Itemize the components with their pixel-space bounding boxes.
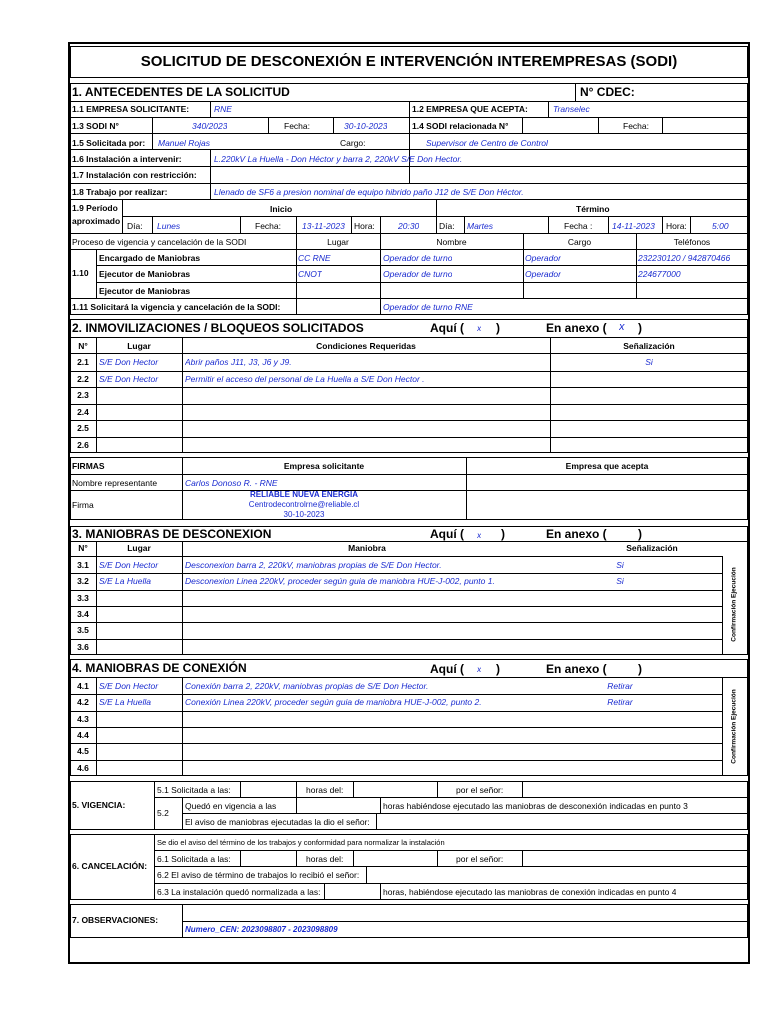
hora-ini-value: 20:30: [398, 221, 420, 231]
trabajo-label: 1.8 Trabajo por realizar:: [72, 187, 168, 197]
fecha-fin-label: Fecha :: [564, 221, 593, 231]
s7-heading: 7. OBSERVACIONES:: [72, 915, 159, 925]
s4-row-number: 4.1: [77, 681, 89, 691]
ejecutor1-tel: 224677000: [638, 269, 681, 279]
s2-aqui-mark: x: [477, 323, 482, 333]
s6-r0: Se dio el aviso del término de los trabajos y conformidad para normalizar la instalación: [157, 838, 445, 847]
stamp-line-2: Centrodecontrolrne@reliable.cl: [248, 500, 360, 509]
s7-observaciones: Numero_CEN: 2023098807 - 2023098809: [185, 925, 338, 934]
s3-row-lugar: S/E La Huella: [99, 576, 151, 587]
fecha-value: 30-10-2023: [344, 121, 388, 131]
proceso-label: Proceso de vigencia y cancelación de la SODI: [72, 237, 247, 247]
firmas-emp-acep: Empresa que acepta: [565, 461, 649, 471]
s3-row-number: 3.6: [77, 641, 89, 652]
page-title: SOLICITUD DE DESCONEXIÓN E INTERVENCIÓN INTEREMPRESAS (SODI): [140, 53, 678, 70]
ejecutor1-lugar: CNOT: [298, 269, 323, 279]
s3-anexo-label: En anexo (: [546, 527, 607, 541]
s3-heading: 3. MANIOBRAS DE DESCONEXION: [72, 527, 272, 541]
s3-row-man: Desconexion Linea 220kV, proceder según guia de maniobra HUE-J-002, punto 1.: [185, 576, 495, 587]
s3-col-senal: Señalización: [626, 543, 678, 553]
s4-row-number: 4.3: [77, 713, 89, 724]
encargado-tel: 232230120 / 942870466: [638, 253, 731, 263]
s2-col-senal: Señalización: [623, 341, 675, 351]
s4-row-number: 4.4: [77, 729, 89, 740]
title-box: [70, 46, 748, 78]
s4-anexo-label: En anexo (: [546, 662, 607, 676]
s2-row-number: 2.5: [77, 423, 89, 433]
s2-col-lugar: Lugar: [127, 341, 151, 351]
s5-n52: 5.2: [157, 808, 169, 818]
s4-heading: 4. MANIOBRAS DE CONEXIÓN: [72, 661, 247, 675]
s6-r1: 6.1 Solicitada a las:: [157, 854, 231, 864]
s3-aqui-label: Aquí (: [430, 527, 464, 541]
n110-label: 1.10: [72, 268, 89, 278]
s4-row-lugar: S/E La Huella: [99, 697, 151, 708]
ejecutor1-cargo: Operador: [525, 269, 561, 279]
s3-aqui-close: ): [501, 527, 505, 541]
s2-row-lugar: S/E Don Hector: [99, 357, 159, 367]
s3-row-number: 3.2: [77, 576, 89, 587]
s4-row-lugar: S/E Don Hector: [99, 681, 159, 691]
s3-row-number: 3.1: [77, 560, 89, 570]
s3-col-lugar: Lugar: [127, 543, 151, 553]
s5-heading: 5. VIGENCIA:: [72, 800, 126, 810]
s4-row-number: 4.5: [77, 746, 89, 757]
dia-fin-label: Día:: [439, 221, 455, 231]
telefonos-header: Teléfonos: [673, 237, 711, 247]
s3-anexo-close: ): [638, 527, 642, 541]
firmas-firma-label: Firma: [72, 500, 94, 510]
periodo-label-2: aproximado: [72, 216, 121, 226]
s2-row-cond: Permitir el acceso del personal de La Huella a S/E Don Hector .: [185, 373, 425, 384]
s4-aqui-mark: x: [477, 664, 482, 674]
nombre-header: Nombre: [436, 237, 467, 247]
s2-row-number: 2.3: [77, 390, 89, 400]
vigencia-value: Operador de turno RNE: [383, 302, 473, 312]
dia-ini-value: Lunes: [157, 221, 181, 231]
s4-row-senal: Retirar: [607, 697, 633, 708]
sodi-label: 1.3 SODI N°: [72, 121, 119, 131]
s4-row-senal: Retirar: [607, 681, 633, 691]
solicitada-value: Manuel Rojas: [158, 138, 210, 148]
instalacion-label: 1.6 Instalación a intervenir:: [72, 154, 182, 164]
encargado-nombre: Operador de turno: [383, 253, 453, 263]
encargado-label: Encargado de Maniobras: [99, 253, 201, 263]
stamp-line-1: RELIABLE NUEVA ENERGIA: [249, 490, 358, 499]
s6-por-senor: por el señor:: [456, 854, 504, 864]
s5-r3: El aviso de maniobras ejecutadas la dio el señor:: [185, 817, 370, 827]
s3-row-number: 3.3: [77, 592, 89, 603]
s6-r3: 6.3 La instalación quedó normalizada a las:: [157, 887, 321, 897]
restriccion-label: 1.7 Instalación con restricción:: [72, 170, 197, 180]
ejecutor1-nombre: Operador de turno: [383, 269, 453, 279]
s3-aqui-mark: x: [477, 530, 482, 540]
s4-aqui-close: ): [496, 662, 500, 676]
stamp-line-3: 30-10-2023: [283, 510, 325, 519]
fecha-ini-label: Fecha:: [255, 221, 281, 231]
s2-anexo-label: En anexo (: [546, 321, 607, 335]
s2-anexo-close: ): [638, 321, 642, 335]
s1-heading: 1. ANTECEDENTES DE LA SOLICITUD: [72, 85, 290, 99]
s2-row-number: 2.4: [77, 406, 89, 417]
s4-row-number: 4.6: [77, 762, 89, 773]
periodo-label-1: 1.9 Período: [72, 203, 118, 213]
firmas-nombre-value: Carlos Donoso R. - RNE: [185, 478, 278, 488]
s6-horas-del: horas del:: [306, 854, 344, 864]
s6-r2: 6.2 El aviso de término de trabajos lo recibió el señor:: [157, 870, 360, 880]
ejecutor2-label: Ejecutor de Maniobras: [99, 286, 191, 296]
instalacion-value: L.220kV La Huella - Don Héctor y barra 2, 220kV S/E Don Hector.: [214, 154, 463, 164]
s2-col-n: N°: [78, 341, 88, 351]
ejecutor1-label: Ejecutor de Maniobras: [99, 269, 191, 279]
s6-heading: 6. CANCELACIÓN:: [72, 861, 148, 871]
hora-fin-value: 5:00: [712, 221, 729, 231]
s2-heading: 2. INMOVILIZACIONES / BLOQUEOS SOLICITADOS: [72, 321, 364, 335]
encargado-lugar: CC RNE: [298, 253, 331, 263]
s4-confirm-label: Confirmación Ejecución: [730, 689, 738, 764]
hora-ini-label: Hora:: [354, 221, 375, 231]
s3-col-man: Maniobra: [348, 543, 386, 553]
termino-label: Término: [576, 204, 610, 214]
empresa-acep-value: Transelec: [553, 104, 590, 114]
empresa-sol-label: 1.1 EMPRESA SOLICITANTE:: [72, 104, 190, 114]
s4-row-number: 4.2: [77, 697, 89, 708]
empresa-sol-value: RNE: [214, 104, 232, 114]
fecha2-label: Fecha:: [623, 121, 649, 131]
s6-r3b: horas, habiéndose ejecutado las maniobras de conexión indicadas en punto 4: [383, 887, 677, 897]
s2-aqui-label: Aquí (: [430, 321, 464, 335]
s3-row-man: Desconexion barra 2, 220kV, maniobras propias de S/E Don Hector.: [185, 560, 442, 570]
s2-row-number: 2.1: [77, 357, 89, 367]
s2-row-number: 2.6: [77, 439, 89, 450]
s3-confirm-label: Confirmación Ejecución: [730, 567, 738, 642]
dia-fin-value: Martes: [467, 221, 493, 231]
dia-ini-label: Día:: [127, 221, 143, 231]
cdec-label: N° CDEC:: [580, 85, 635, 99]
hora-fin-label: Hora:: [666, 221, 687, 231]
sodi-value: 340/2023: [192, 121, 228, 131]
s3-row-lugar: S/E Don Hector: [99, 560, 159, 570]
s5-horas-del: horas del:: [306, 785, 344, 795]
firmas-emp-sol: Empresa solicitante: [283, 461, 365, 471]
s4-aqui-label: Aquí (: [430, 662, 464, 676]
s4-row-man: Conexión Linea 220kV, proceder según guia de maniobra HUE-J-002, punto 2.: [185, 697, 482, 708]
s2-row-cond: Abrir paños J11, J3, J6 y J9.: [185, 357, 292, 367]
encargado-cargo: Operador: [525, 253, 561, 263]
firmas-heading: FIRMAS: [72, 461, 105, 471]
section-2: [70, 319, 748, 453]
s5-r2b: horas habiéndose ejecutado las maniobras de desconexión indicadas en punto 3: [383, 801, 688, 811]
s4-anexo-close: ): [638, 662, 642, 676]
solicitada-label: 1.5 Solicitada por:: [72, 138, 146, 148]
sodi-rel-label: 1.4 SODI relacionada N°: [412, 121, 509, 131]
s2-row-senal: Si: [645, 357, 653, 367]
vigencia-label: 1.11 Solicitará la vigencia y cancelación de la SODI:: [72, 302, 281, 312]
fecha-ini-value: 13-11-2023: [302, 221, 345, 231]
empresa-acep-label: 1.2 EMPRESA QUE ACEPTA:: [412, 104, 528, 114]
fecha-fin-value: 14-11-2023: [612, 221, 655, 231]
s2-row-lugar: S/E Don Hector: [99, 373, 159, 384]
cargo-label: Cargo:: [340, 138, 366, 148]
s2-row-number: 2.2: [77, 373, 89, 384]
s3-row-senal: Si: [616, 576, 624, 587]
s2-aqui-close: ): [496, 321, 500, 335]
s3-row-number: 3.4: [77, 608, 89, 619]
s3-col-n: N°: [78, 543, 88, 553]
fecha-label: Fecha:: [284, 121, 310, 131]
firmas-nombre-label: Nombre representante: [72, 478, 158, 488]
cargo-header: Cargo: [567, 237, 592, 247]
s2-anexo-mark: x: [619, 322, 625, 333]
trabajo-value: Llenado de SF6 a presion nominal de equipo hibrido paño J12 de S/E Don Héctor.: [214, 187, 524, 197]
lugar-header: Lugar: [327, 237, 349, 247]
s4-row-man: Conexión barra 2, 220kV, maniobras propias de S/E Don Hector.: [185, 681, 429, 691]
s3-row-senal: Si: [616, 560, 624, 570]
s5-r1: 5.1 Solicitada a las:: [157, 785, 231, 795]
inicio-label: Inicio: [270, 204, 293, 214]
s5-por-senor: por el señor:: [456, 785, 504, 795]
s2-col-cond: Condiciones Requeridas: [316, 341, 416, 351]
s3-row-number: 3.5: [77, 625, 89, 636]
cargo-value: Supervisor de Centro de Control: [426, 138, 548, 148]
s5-r2: Quedó en vigencia a las: [185, 801, 277, 811]
